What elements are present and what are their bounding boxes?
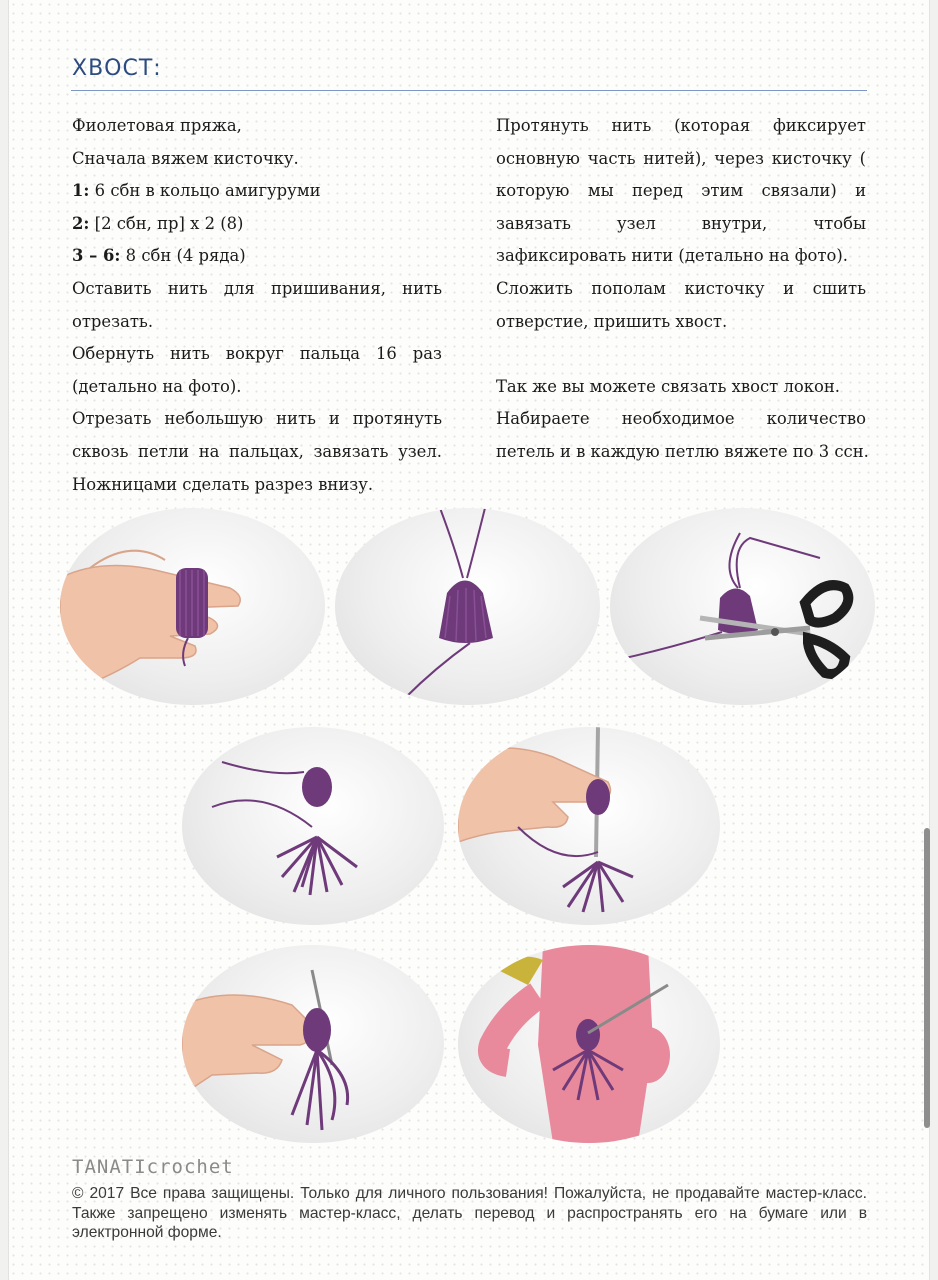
copyright-notice: © 2017 Все права защищены. Только для личного пользования! Пожалуйста, не продавайте мастер-класс. Также запрещено изменять мастер-класс, делать перевод и распространять его на бумаге или в электронной форме. <box>72 1185 867 1241</box>
row-number: 3 – 6: <box>72 246 121 266</box>
text-line: Отрезать небольшую нить и протянуть <box>72 409 442 429</box>
text-line: Фиолетовая пряжа, <box>72 116 242 135</box>
photo-tassel-head-on-thread <box>335 508 600 705</box>
brand-name: TANATIcrochet <box>72 1156 234 1178</box>
scrollbar-thumb[interactable] <box>924 828 930 1128</box>
text-line: отрезать. <box>72 311 154 331</box>
text-line: которую мы перед этим связали) и <box>496 181 866 201</box>
photo-tail-sewn-to-toy <box>458 945 720 1143</box>
photo-illustration <box>458 727 720 925</box>
text-line: Ножницами сделать разрез внизу. <box>72 474 374 494</box>
text-line: Сначала вяжем кисточку. <box>72 148 299 168</box>
photo-illustration <box>335 508 600 705</box>
text-line: завязать узел внутри, чтобы <box>496 213 866 233</box>
photo-pulling-thread-with-hook <box>458 727 720 925</box>
photo-illustration <box>610 508 875 705</box>
viewer-left-edge <box>0 0 9 1280</box>
instructions-right-column <box>496 110 869 469</box>
photo-illustration <box>182 727 444 925</box>
text-line: (детально на фото). <box>72 376 242 396</box>
text-line: Набираете необходимое количество <box>496 409 866 429</box>
text-line: зафиксировать нити (детально на фото). <box>496 246 848 266</box>
text-line: Обернуть нить вокруг пальца 16 раз <box>72 344 442 364</box>
text-line: сквозь петли на пальцах, завязать узел. <box>72 441 442 461</box>
instructions-left-column <box>72 110 442 501</box>
photo-yarn-wrapped-on-fingers <box>60 508 325 705</box>
photo-illustration <box>60 508 325 705</box>
text-line: Оставить нить для пришивания, нить <box>72 278 442 298</box>
photo-tassel-cut-strands <box>182 727 444 925</box>
text-line: Протянуть нить (которая фиксирует <box>496 116 866 135</box>
photo-sewing-tail-with-needle <box>182 945 444 1143</box>
text-line: Так же вы можете связать хвост локон. <box>496 376 840 396</box>
heading-underline <box>71 90 867 91</box>
blank-line <box>496 338 866 371</box>
row-number: 2: <box>72 213 90 233</box>
row-instruction: 3 – 6: 8 сбн (4 ряда) <box>72 246 246 266</box>
section-heading: ХВОСТ: <box>72 56 162 81</box>
text-line: Сложить пополам кисточку и сшить <box>496 278 866 298</box>
photo-illustration <box>182 945 444 1143</box>
row-instruction: 1: 6 сбн в кольцо амигуруми <box>72 181 321 201</box>
text-line: основную часть нитей), через кисточку ( <box>496 148 866 168</box>
viewer-right-edge <box>929 0 938 1280</box>
row-instruction: 2: [2 сбн, пр] х 2 (8) <box>72 213 244 233</box>
photo-tassel-and-scissors <box>610 508 875 705</box>
row-number: 1: <box>72 181 90 201</box>
photo-illustration <box>458 945 720 1143</box>
text-line: петель и в каждую петлю вяжете по 3 ссн. <box>496 441 869 461</box>
text-line: отверстие, пришить хвост. <box>496 311 728 331</box>
